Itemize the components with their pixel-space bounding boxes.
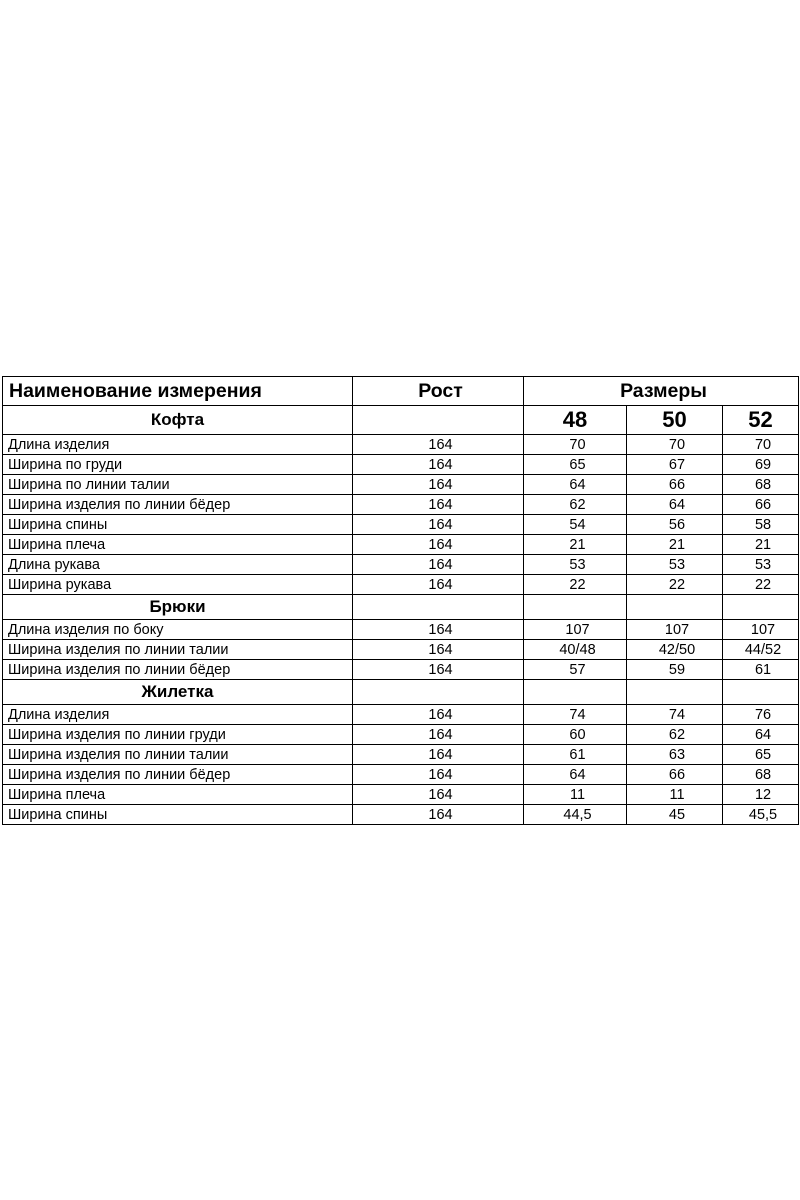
measurement-name: Ширина по линии талии <box>3 475 353 495</box>
table-row <box>3 455 799 475</box>
size-value: 107 <box>524 620 627 640</box>
height-value: 164 <box>353 660 524 680</box>
size-value: 59 <box>627 660 723 680</box>
size-value: 60 <box>524 725 627 745</box>
size-value: 53 <box>524 555 627 575</box>
height-header: Рост <box>353 377 524 406</box>
section-header-row <box>3 406 799 435</box>
table-row <box>3 475 799 495</box>
measurement-name: Ширина плеча <box>3 535 353 555</box>
table-row <box>3 535 799 555</box>
height-value: 164 <box>353 620 524 640</box>
size-value: 42/50 <box>627 640 723 660</box>
measurement-name: Длина изделия <box>3 705 353 725</box>
size-value: 44,5 <box>524 805 627 825</box>
height-value: 164 <box>353 555 524 575</box>
empty-cell <box>524 680 627 705</box>
size-value: 74 <box>627 705 723 725</box>
table-row <box>3 495 799 515</box>
table-row <box>3 785 799 805</box>
measurement-name: Ширина изделия по линии бёдер <box>3 660 353 680</box>
size-value: 107 <box>627 620 723 640</box>
measurement-name: Ширина изделия по линии талии <box>3 640 353 660</box>
size-value: 70 <box>723 435 799 455</box>
height-value: 164 <box>353 495 524 515</box>
measurement-name: Длина изделия по боку <box>3 620 353 640</box>
measurement-name: Длина рукава <box>3 555 353 575</box>
size-value: 62 <box>524 495 627 515</box>
size-value: 64 <box>627 495 723 515</box>
size-value: 76 <box>723 705 799 725</box>
size-value: 63 <box>627 745 723 765</box>
size-value: 45,5 <box>723 805 799 825</box>
size-value: 53 <box>723 555 799 575</box>
empty-cell <box>723 595 799 620</box>
height-value: 164 <box>353 805 524 825</box>
measurement-name: Ширина изделия по линии талии <box>3 745 353 765</box>
size-value: 56 <box>627 515 723 535</box>
size-value: 61 <box>524 745 627 765</box>
size-value: 53 <box>627 555 723 575</box>
size-value: 65 <box>524 455 627 475</box>
size-value: 11 <box>524 785 627 805</box>
section-title: Кофта <box>3 406 353 435</box>
table-row <box>3 765 799 785</box>
size-value: 74 <box>524 705 627 725</box>
size-value: 68 <box>723 475 799 495</box>
height-value: 164 <box>353 475 524 495</box>
size-value: 70 <box>627 435 723 455</box>
empty-cell <box>627 595 723 620</box>
size-value: 11 <box>627 785 723 805</box>
size-value: 45 <box>627 805 723 825</box>
measurement-name: Ширина по груди <box>3 455 353 475</box>
size-value: 69 <box>723 455 799 475</box>
size-value: 64 <box>524 475 627 495</box>
height-value: 164 <box>353 745 524 765</box>
size-value: 107 <box>723 620 799 640</box>
height-value: 164 <box>353 515 524 535</box>
measurement-name: Ширина спины <box>3 515 353 535</box>
size-label: 52 <box>723 406 799 435</box>
height-value: 164 <box>353 785 524 805</box>
size-value: 40/48 <box>524 640 627 660</box>
size-value: 66 <box>627 765 723 785</box>
size-value: 64 <box>723 725 799 745</box>
section-header-row <box>3 595 799 620</box>
measurement-name: Ширина спины <box>3 805 353 825</box>
size-chart-table <box>2 376 799 825</box>
empty-cell <box>723 680 799 705</box>
size-value: 21 <box>627 535 723 555</box>
table-row <box>3 640 799 660</box>
size-value: 54 <box>524 515 627 535</box>
table-row <box>3 725 799 745</box>
height-value: 164 <box>353 725 524 745</box>
size-label: 48 <box>524 406 627 435</box>
height-value: 164 <box>353 765 524 785</box>
empty-cell <box>524 595 627 620</box>
height-value: 164 <box>353 435 524 455</box>
size-value: 64 <box>524 765 627 785</box>
height-value: 164 <box>353 455 524 475</box>
size-value: 22 <box>723 575 799 595</box>
measurement-name: Ширина изделия по линии бёдер <box>3 765 353 785</box>
size-value: 12 <box>723 785 799 805</box>
sizes-header: Размеры <box>524 377 799 406</box>
empty-cell <box>353 680 524 705</box>
table-row <box>3 805 799 825</box>
table-row <box>3 575 799 595</box>
size-value: 57 <box>524 660 627 680</box>
size-value: 66 <box>627 475 723 495</box>
size-label: 50 <box>627 406 723 435</box>
size-value: 44/52 <box>723 640 799 660</box>
empty-cell <box>627 680 723 705</box>
size-value: 22 <box>627 575 723 595</box>
header-row <box>3 377 799 406</box>
size-value: 61 <box>723 660 799 680</box>
table-row <box>3 555 799 575</box>
measurement-name: Ширина рукава <box>3 575 353 595</box>
empty-cell <box>353 595 524 620</box>
height-value: 164 <box>353 640 524 660</box>
table-row <box>3 620 799 640</box>
size-value: 68 <box>723 765 799 785</box>
size-value: 21 <box>723 535 799 555</box>
size-chart-body <box>3 377 799 825</box>
size-value: 21 <box>524 535 627 555</box>
table-row <box>3 435 799 455</box>
section-header-row <box>3 680 799 705</box>
height-value: 164 <box>353 535 524 555</box>
size-value: 67 <box>627 455 723 475</box>
table-row <box>3 660 799 680</box>
size-value: 58 <box>723 515 799 535</box>
table-row <box>3 705 799 725</box>
table-row <box>3 745 799 765</box>
section-title: Брюки <box>3 595 353 620</box>
height-value: 164 <box>353 575 524 595</box>
size-value: 70 <box>524 435 627 455</box>
size-value: 62 <box>627 725 723 745</box>
measurement-name: Ширина плеча <box>3 785 353 805</box>
height-value: 164 <box>353 705 524 725</box>
size-value: 65 <box>723 745 799 765</box>
measurement-name: Ширина изделия по линии груди <box>3 725 353 745</box>
measurement-name-header: Наименование измерения <box>3 377 353 406</box>
size-value: 66 <box>723 495 799 515</box>
size-value: 22 <box>524 575 627 595</box>
empty-cell <box>353 406 524 435</box>
section-title: Жилетка <box>3 680 353 705</box>
measurement-name: Длина изделия <box>3 435 353 455</box>
table-row <box>3 515 799 535</box>
measurement-name: Ширина изделия по линии бёдер <box>3 495 353 515</box>
